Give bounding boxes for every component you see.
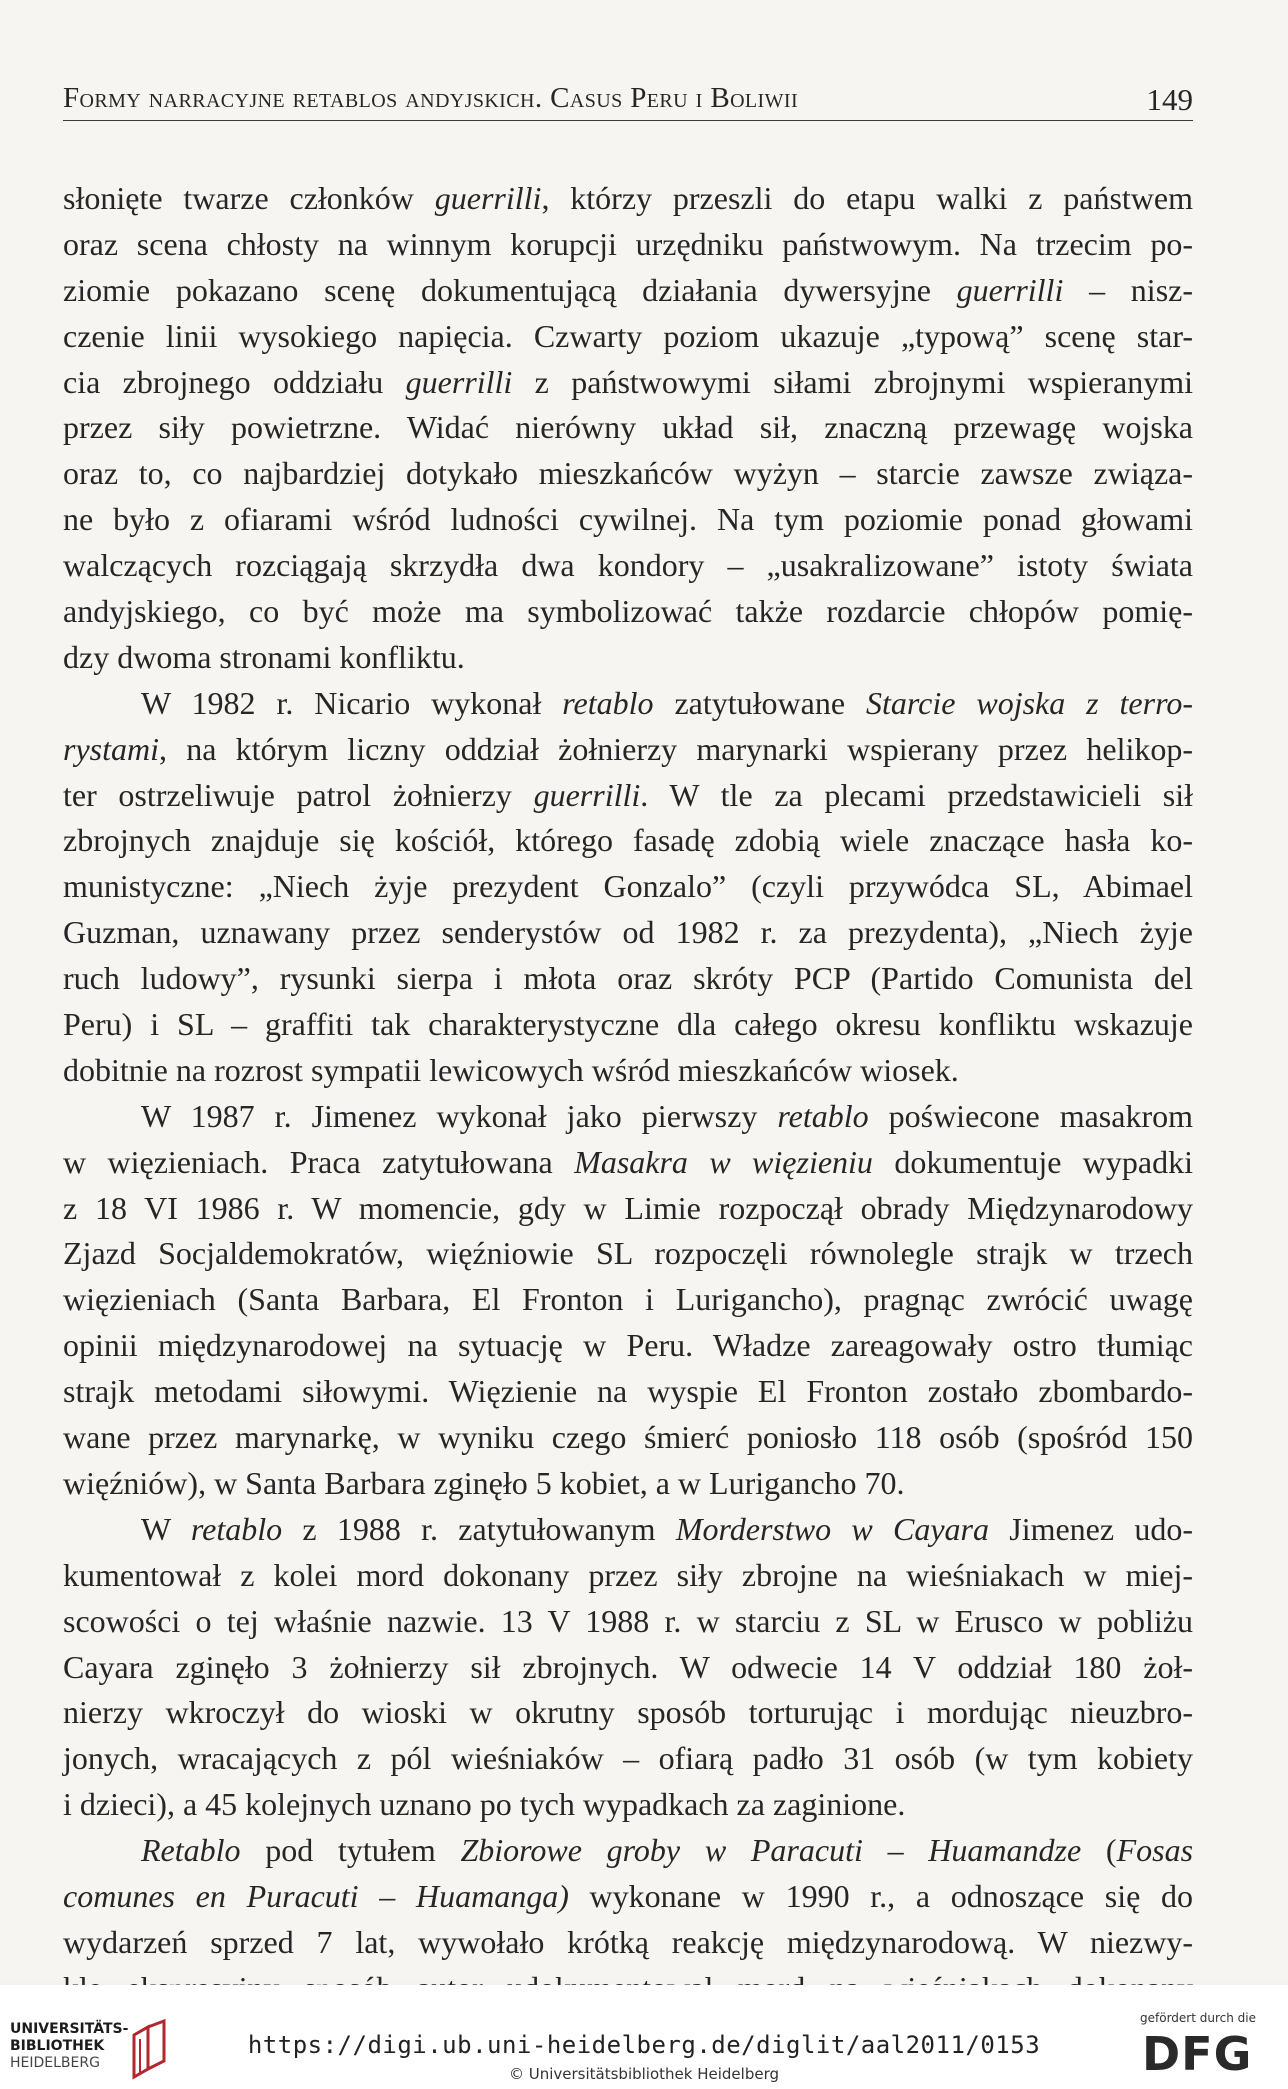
text-span: więzieniach (Santa Barbara, El Fronton i Lurigancho), pragnąc zwrócić uwagę xyxy=(63,1281,1193,1318)
text-span: wykonane w 1990 r., a odnoszące się do xyxy=(568,1877,1193,1914)
text-line xyxy=(63,1507,1193,1553)
text-line xyxy=(63,818,1193,864)
library-name-line1: UNIVERSITÄTS- xyxy=(10,2021,129,2037)
dfg-logo[interactable]: DFG xyxy=(1142,2027,1253,2081)
text-line xyxy=(63,1186,1193,1232)
italic-text: Masakra w więzieniu xyxy=(574,1143,873,1180)
text-line xyxy=(63,1828,1193,1874)
italic-text: Zbiorowe groby w Paracuti – Huamandze xyxy=(460,1832,1082,1869)
italic-text: guerrilli xyxy=(405,363,513,400)
italic-text: Retablo xyxy=(141,1832,241,1869)
text-span: W 1982 r. Nicario wykonał xyxy=(141,684,563,721)
text-span: strajk metodami siłowymi. Więzienie na wyspie El Fronton zostało zbombardo- xyxy=(63,1373,1193,1410)
text-span: Guzman, uznawany przez senderystów od 1982 r. za prezydenta), „Niech żyje xyxy=(63,914,1193,951)
text-span: pod tytułem xyxy=(240,1832,461,1869)
text-span: zatytułowane xyxy=(653,684,866,721)
text-span: ter ostrzeliwuje patrol żołnierzy xyxy=(63,776,534,813)
text-line xyxy=(63,635,1193,681)
text-line xyxy=(63,1553,1193,1599)
text-line xyxy=(63,1323,1193,1369)
text-line xyxy=(63,405,1193,451)
document-url-link[interactable]: https://digi.ub.uni-heidelberg.de/diglit/aal2011/0153 xyxy=(247,2031,1041,2059)
italic-text: guerrilli xyxy=(434,180,542,216)
text-span: więźniów), w Santa Barbara zginęło 5 kobiet, a w Lurigancho 70. xyxy=(63,1464,905,1501)
text-span: Zjazd Socjaldemokratów, więźniowie SL rozpoczęli równolegle strajk w trzech xyxy=(63,1235,1193,1272)
text-line xyxy=(63,360,1193,406)
text-span: jonych, wracających z pól wieśniaków – ofiarą padło 31 osób (w tym kobiety xyxy=(63,1740,1193,1777)
viewer-footer xyxy=(0,1985,1288,2089)
text-line xyxy=(63,1048,1193,1094)
text-span: , którzy przeszli do etapu walki z państwem xyxy=(541,180,1194,216)
text-span: , na którym liczny oddział żołnierzy marynarki wspierany przez helikop- xyxy=(159,730,1193,767)
text-line xyxy=(63,1415,1193,1461)
text-line xyxy=(63,1277,1193,1323)
text-span: Cayara zginęło 3 żołnierzy sił zbrojnych. W odwecie 14 V oddział 180 żoł- xyxy=(63,1648,1193,1685)
italic-text: guerrilli xyxy=(533,776,641,813)
text-line xyxy=(63,1920,1193,1966)
text-span: w więzieniach. Praca zatytułowana xyxy=(63,1143,575,1180)
text-span: dobitnie na rozrost sympatii lewicowych wśród mieszkańców wiosek. xyxy=(63,1051,959,1088)
italic-text: retablo xyxy=(190,1510,283,1547)
library-name-line2: BIBLIOTHEK xyxy=(10,2038,105,2054)
text-span: – nisz- xyxy=(1063,271,1194,308)
text-span: dzy dwoma stronami konfliktu. xyxy=(63,638,465,675)
library-name-line3: HEIDELBERG xyxy=(10,2055,100,2071)
italic-text: guerrilli xyxy=(956,271,1064,308)
text-span: słonięte twarze członków xyxy=(63,180,435,216)
text-line xyxy=(63,451,1193,497)
text-line xyxy=(63,176,1193,222)
text-span: ( xyxy=(1081,1832,1117,1869)
text-span: Jimenez udo- xyxy=(988,1510,1194,1547)
text-span: z 1988 r. zatytułowanym xyxy=(282,1510,676,1547)
text-line xyxy=(63,1599,1193,1645)
text-line xyxy=(63,1369,1193,1415)
text-span: oraz to, co najbardziej dotykało mieszkańców wyżyn – starcie zawsze związa- xyxy=(63,455,1193,492)
text-span: W 1987 r. Jimenez wykonał jako pierwszy xyxy=(141,1097,778,1134)
text-span: W xyxy=(141,1510,191,1547)
text-span: poświecone masakrom xyxy=(868,1097,1194,1134)
copyright-notice: © Universitätsbibliothek Heidelberg xyxy=(508,2065,779,2083)
text-line xyxy=(63,222,1193,268)
text-line xyxy=(63,497,1193,543)
text-span: Peru) i SL – graffiti tak charakterystyczne dla całego okresu konfliktu wskazuje xyxy=(63,1006,1193,1043)
italic-text: comunes en Puracuti – Huamanga) xyxy=(63,1877,569,1914)
text-line xyxy=(63,1874,1193,1920)
text-span: oraz scena chłosty na winnym korupcji urzędniku państwowym. Na trzecim po- xyxy=(63,225,1193,262)
body-text xyxy=(63,176,1193,2012)
text-span: wydarzeń sprzed 7 lat, wywołało krótką reakcję międzynarodową. W niezwy- xyxy=(63,1923,1193,1960)
italic-text: Fosas xyxy=(1116,1832,1194,1869)
text-span: andyjskiego, co być może ma symbolizować także rozdarcie chłopów pomię- xyxy=(63,593,1193,630)
italic-text: retablo xyxy=(562,684,654,721)
text-line xyxy=(63,1140,1193,1186)
text-line xyxy=(63,1002,1193,1048)
text-span: czenie linii wysokiego napięcia. Czwarty poziom ukazuje „typową” scenę star- xyxy=(63,317,1193,354)
text-span: cia zbrojnego oddziału xyxy=(63,363,406,400)
text-span: i dzieci), a 45 kolejnych uznano po tych wypadkach za zaginione. xyxy=(63,1786,906,1823)
text-line xyxy=(63,543,1193,589)
italic-text: Starcie wojska z terro- xyxy=(865,684,1193,721)
page-number: 149 xyxy=(1146,82,1193,117)
text-line xyxy=(63,1645,1193,1691)
text-span: z 18 VI 1986 r. W momencie, gdy w Limie rozpoczął obrady Międzynarodowy xyxy=(63,1189,1193,1226)
text-span: ziomie pokazano scenę dokumentującą działania dywersyjne xyxy=(63,271,957,308)
text-line xyxy=(63,314,1193,360)
text-line xyxy=(63,1736,1193,1782)
text-line xyxy=(63,1231,1193,1277)
text-span: . W tle za plecami przedstawicieli sił xyxy=(640,776,1194,813)
text-span: ruch ludowy”, rysunki sierpa i młota oraz skróty PCP (Partido Comunista del xyxy=(63,960,1193,997)
text-span: wane przez marynarkę, w wyniku czego śmierć poniosło 118 osób (spośród 150 xyxy=(63,1419,1193,1456)
text-line xyxy=(63,727,1193,773)
text-span: opinii międzynarodowej na sytuację w Peru. Władze zareagowały ostro tłumiąc xyxy=(63,1327,1193,1364)
italic-text: retablo xyxy=(777,1097,869,1134)
text-span: zbrojnych znajduje się kościół, którego fasadę zdobią wiele znaczące hasła ko- xyxy=(63,822,1193,859)
text-line xyxy=(63,589,1193,635)
text-span: munistyczne: „Niech żyje prezydent Gonzalo” (czyli przywódca SL, Abimael xyxy=(63,868,1193,905)
text-line xyxy=(63,1461,1193,1507)
text-line xyxy=(63,773,1193,819)
text-line xyxy=(63,268,1193,314)
italic-text: Morderstwo w Cayara xyxy=(675,1510,989,1547)
text-span: walczących rozciągają skrzydła dwa kondory – „usakralizowane” istoty świata xyxy=(63,547,1193,584)
running-head xyxy=(63,76,1193,121)
text-span: przez siły powietrzne. Widać nierówny układ sił, znaczną przewagę wojska xyxy=(63,409,1193,446)
text-span: nierzy wkroczył do wioski w okrutny sposób torturując i mordując nieuzbro- xyxy=(63,1694,1193,1731)
text-line xyxy=(63,1690,1193,1736)
text-line xyxy=(63,910,1193,956)
text-span: dokumentuje wypadki xyxy=(872,1143,1194,1180)
text-line xyxy=(63,956,1193,1002)
text-line xyxy=(63,681,1193,727)
text-line xyxy=(63,1094,1193,1140)
text-span: z państwowymi siłami zbrojnymi wspieranymi xyxy=(512,363,1194,400)
running-head-title: Formy narracyjne retablos andyjskich. Casus Peru i Boliwii xyxy=(63,82,799,114)
italic-text: rystami xyxy=(63,730,159,767)
text-line xyxy=(63,864,1193,910)
funding-note: gefördert durch die xyxy=(1140,2011,1256,2025)
text-line xyxy=(63,1782,1193,1828)
text-span: ne było z ofiarami wśród ludności cywilnej. Na tym poziomie ponad głowami xyxy=(63,501,1193,538)
text-span: scowości o tej właśnie nazwie. 13 V 1988 r. w starciu z SL w Erusco w pobliżu xyxy=(63,1602,1193,1639)
text-span: kumentował z kolei mord dokonany przez siły zbrojne na wieśniakach w miej- xyxy=(63,1556,1193,1593)
